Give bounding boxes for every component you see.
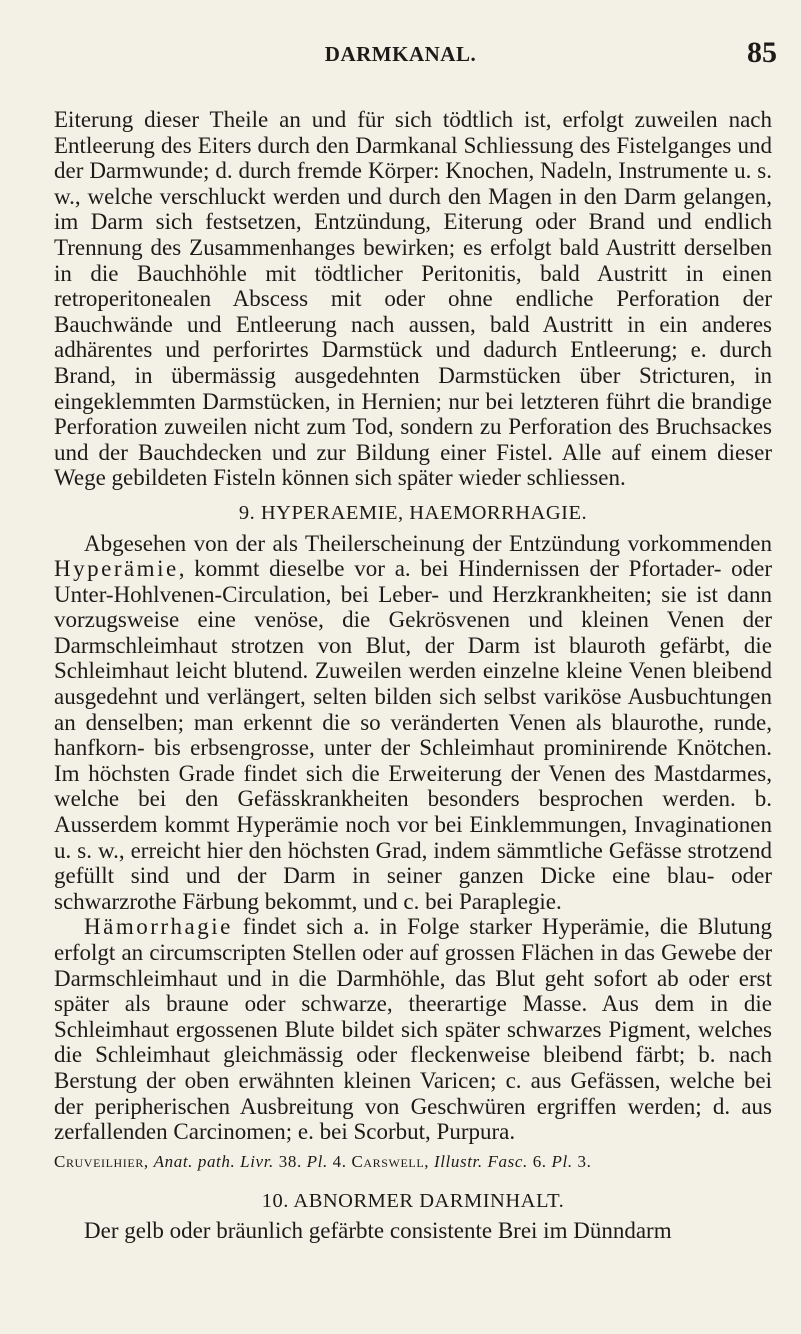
section-heading-hyperaemie: 9. HYPERAEMIE, HAEMORRHAGIE. xyxy=(238,501,588,524)
paragraph-hyperaemie xyxy=(54,531,772,915)
citation-plate-number-1: 4. xyxy=(327,1151,352,1171)
citation-author-carswell: Carswell, xyxy=(351,1151,430,1171)
citation-fasc-number: 6. xyxy=(527,1151,552,1171)
term-hyperaemie: Hyperämie xyxy=(54,556,179,582)
paragraph-hyperaemie-body: , kommt dieselbe vor a. bei Hindernissen der Pfortader- oder Unter-Hohlvenen-Circulation, bei Leber- und Herzkrankheiten; sie ist dann vorzugsweise eine venöse, die Gekrösvenen und kleinen Venen der Darmschleimhaut strotzen von Blut, der Darm ist blauroth gefärbt, die Schleimhaut leicht blutend. Zuweilen werden einzelne kleine Venen bleibend ausgedehnt und verlängert, selten bilden sich selbst variköse Ausbuchtungen an denselben; man erkennt die so veränderten Venen als blaurothe, runde, hanfkorn- bis erbsengrosse, unter der Schleimhaut prominirende Knötchen. Im höchsten Grade findet sich die Erweiterung der Venen des Mastdarmes, welche bei den Gefässkrankheiten besonders besprochen werden. b. Ausserdem kommt Hyperämie noch vor bei Einklemmungen, Invaginationen u. s. w., erreicht hier den höchsten Grad, indem sämmtliche Gefässe strotzend gefüllt sind und der Darm in seiner ganzen Dicke eine blau- oder schwarzrothe Färbung bekommt, und c. bei Paraplegie. xyxy=(54,556,772,914)
page-number: 85 xyxy=(747,36,777,69)
running-title: DARMKANAL. xyxy=(324,42,477,66)
citation-line xyxy=(54,1151,772,1173)
paragraph-hyperaemie-lead: Abgesehen von der als Theilerscheinung der Entzündung vorkommenden xyxy=(84,530,772,556)
term-haemorrhagie: Hämorrhagie xyxy=(84,914,233,940)
citation-plate-number-2: 3. xyxy=(572,1151,592,1171)
paragraph-haemorrhagie xyxy=(54,914,772,1144)
paragraph-haemorrhagie-body: findet sich a. in Folge starker Hyperämie, die Blutung erfolgt an circumscripten Stellen oder auf grossen Flächen in das Gewebe der Darmschleimhaut und in die Darmhöhle, das Blut geht sofort ab oder erst später als braune oder schwarze, theerartige Masse. Aus dem in die Schleimhaut ergossenen Blute bildet sich später schwarzes Pigment, welches die Schleimhaut gleichmässig oder fleckenweise bleibend färbt; b. nach Berstung der oben erwähnten kleinen Varicen; c. aus Gefässen, welche bei der peripherischen Ausbreitung von Geschwüren ergriffen werden; d. aus zerfallenden Carcinomen; e. bei Scorbut, Purpura. xyxy=(54,914,772,1145)
citation-author-cruveilhier: Cruveilhier, xyxy=(54,1151,149,1171)
citation-plate-label-1: Pl. xyxy=(306,1151,328,1171)
citation-work-anat-path: Anat. path. Livr. xyxy=(153,1151,274,1171)
paragraph-darminhalt: Der gelb oder bräunlich gefärbte consistente Brei im Dünndarm xyxy=(84,1218,672,1244)
citation-work-illustr: Illustr. Fasc. xyxy=(429,1151,528,1171)
section-heading-darminhalt: 10. ABNORMER DARMINHALT. xyxy=(261,1189,565,1212)
running-head xyxy=(0,36,801,72)
citation-livr-number: 38. xyxy=(273,1151,307,1171)
citation-plate-label-2: Pl. xyxy=(551,1151,573,1171)
body-text xyxy=(54,107,772,1244)
paragraph-fistula-closure: Eiterung dieser Theile an und für sich tödtlich ist, erfolgt zuweilen nach Entleerung des Eiters durch den Darmkanal Schliessung des Fistelganges und der Darmwunde; d. durch fremde Körper: Knochen, Nadeln, Instrumente u. s. w., welche verschluckt werden und durch den Magen in den Darm gelangen, im Darm sich festsetzen, Entzündung, Eiterung oder Brand und endlich Trennung des Zusammenhanges bewirken; es erfolgt bald Austritt derselben in die Bauchhöhle mit tödtlicher Peritonitis, bald Austritt in einen retroperitonealen Abscess mit oder ohne endliche Perforation der Bauchwände und Entleerung nach aussen, bald Austritt in ein anderes adhärentes und perforirtes Darmstück und dadurch Entleerung; e. durch Brand, in übermässig ausgedehnten Darmstücken über Stricturen, in eingeklemmten Darmstücken, in Hernien; nur bei letzteren führt die brandige Perforation zuweilen nicht zum Tod, sondern zu Perforation des Bruchsackes und der Bauchdecken und zur Bildung einer Fistel. Alle auf einem dieser Wege gebildeten Fisteln können sich später wieder schliessen. xyxy=(54,107,772,491)
